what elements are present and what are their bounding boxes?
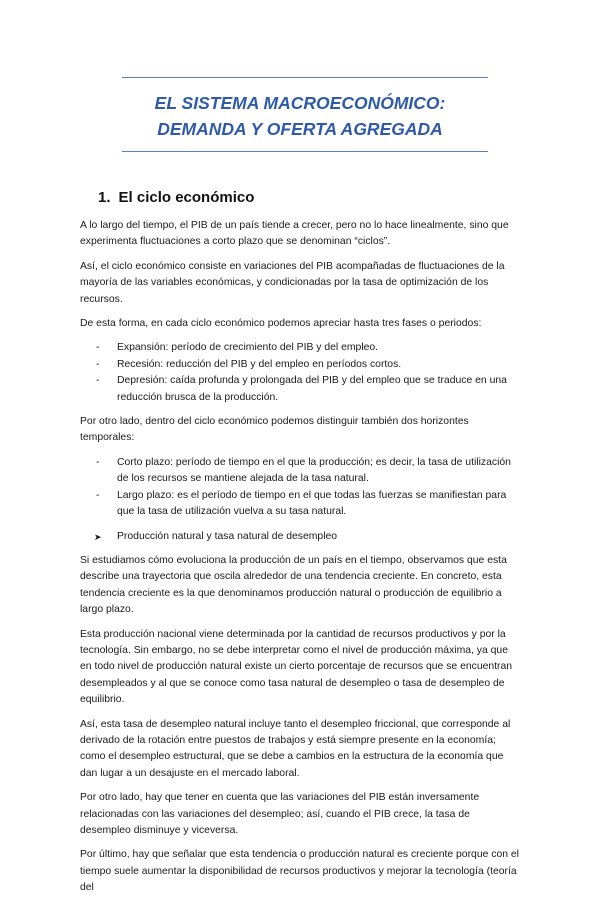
section-title: El ciclo económico bbox=[118, 189, 255, 206]
dash-bullet-icon: - bbox=[96, 358, 100, 370]
arrow-bullet-icon: ➤ bbox=[94, 531, 102, 542]
horizons-list bbox=[80, 455, 520, 521]
list-item: - Expansión: período de crecimiento del PIB y del empleo. bbox=[80, 340, 520, 356]
dash-bullet-icon: - bbox=[96, 456, 100, 468]
paragraph: Por último, hay que señalar que esta tendencia o producción natural es creciente porque con el tiempo suele aumentar la disponibilidad de recursos productivos y mejorar la tecnología (teoría del bbox=[80, 849, 519, 894]
paragraph: Así, el ciclo económico consiste en variaciones del PIB acompañadas de fluctuaciones de la mayoría de las variables económicas, y condicionadas por la tasa de optimización de los recursos. bbox=[80, 260, 505, 305]
subheading: ➤ Producción natural y tasa natural de desempleo bbox=[80, 529, 520, 545]
paragraph: Esta producción nacional viene determinada por la cantidad de recursos productivos y por la tecnología. Sin embargo, no se debe interpretar como el nivel de producción máxima, ya que en todo nivel de producción natural existe un cierto porcentaje de recursos que se encuentran desempleados y al que se conoce como tasa natural de desempleo o tasa de desempleo de equilibrio. bbox=[80, 628, 513, 706]
paragraph: De esta forma, en cada ciclo económico podemos apreciar hasta tres fases o periodos: bbox=[80, 318, 482, 330]
document-body bbox=[80, 218, 520, 905]
paragraph: Por otro lado, hay que tener en cuenta que las variaciones del PIB están inversamente relacionadas con las variaciones del desempleo; así, cuando el PIB crece, la tasa de desempleo disminuye y viceversa. bbox=[80, 792, 480, 836]
section-heading bbox=[98, 189, 254, 206]
dash-bullet-icon: - bbox=[96, 489, 100, 501]
title-top-rule bbox=[122, 77, 488, 78]
document-title-line1: EL SISTEMA MACROECONÓMICO: bbox=[154, 93, 446, 113]
dash-bullet-icon: - bbox=[96, 375, 100, 387]
section-number: 1. bbox=[98, 189, 111, 206]
paragraph: Por otro lado, dentro del ciclo económico podemos distinguir también dos horizontes temporales: bbox=[80, 416, 469, 444]
list-item: - Depresión: caída profunda y prolongada del PIB y del empleo que se traduce en una reducción brusca de la producción. bbox=[96, 375, 507, 403]
list-item: - Largo plazo: es el período de tiempo en el que todas las fuerzas se manifiestan para que la tasa de utilización vuelva a su tasa natural. bbox=[96, 489, 507, 518]
paragraph: Así, esta tasa de desempleo natural incluye tanto el desempleo friccional, que corresponde al derivado de la rotación entre puestos de trabajos y está siempre presente en la economía; como el desempleo estructural, que se debe a cambios en la estructura de la economía que dan lugar a un desajuste en el mercado laboral. bbox=[80, 718, 511, 779]
list-item: - Corto plazo: período de tiempo en el que la producción; es decir, la tasa de utilización de los recursos se mantiene alejada de la tasa natural. bbox=[96, 456, 511, 485]
dash-bullet-icon: - bbox=[96, 342, 100, 354]
paragraph: A lo largo del tiempo, el PIB de un país tiende a crecer, pero no lo hace linealmente, sino que experimenta fluctuaciones a corto plazo que se denominan “ciclos”. bbox=[80, 220, 509, 248]
title-bottom-rule bbox=[122, 151, 488, 152]
phases-list bbox=[80, 340, 520, 406]
list-item: - Recesión: reducción del PIB y del empleo en períodos cortos. bbox=[80, 357, 520, 373]
paragraph: Si estudiamos cómo evoluciona la producción de un país en el tiempo, observamos que esta describe una trayectoria que oscila alrededor de una tendencia creciente. En concreto, esta tendencia creciente es la que denominamos producción natural o producción de equilibrio a largo plazo. bbox=[80, 554, 507, 616]
document-title-line2: DEMANDA Y OFERTA AGREGADA bbox=[157, 119, 443, 139]
